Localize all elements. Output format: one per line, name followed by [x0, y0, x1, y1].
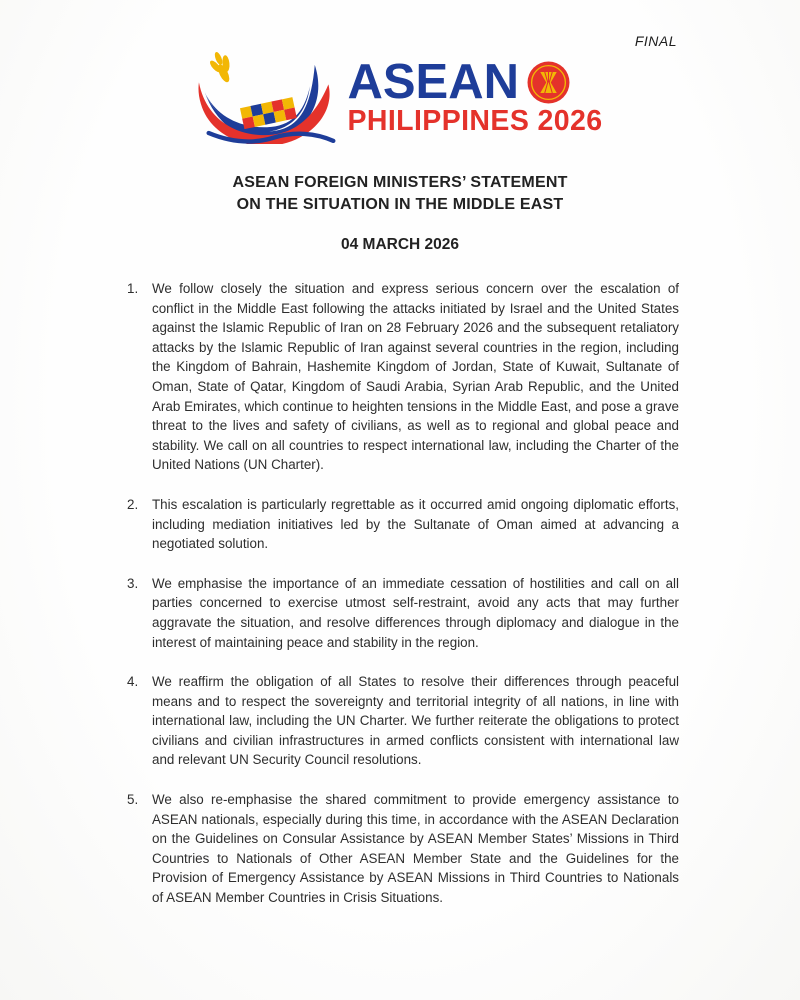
paragraph-4 — [127, 672, 679, 770]
asean-philippines-logo — [0, 52, 800, 144]
title-line-1: ASEAN FOREIGN MINISTERS’ STATEMENT — [232, 174, 568, 191]
paragraph-text: This escalation is particularly regrettable as it occurred amid ongoing diplomatic efforts, including mediation initiatives led by the Sultanate of Oman aimed at advancing a negotiated solution. — [152, 496, 679, 552]
paragraph-number: 5. — [127, 792, 139, 808]
document-date: 04 MARCH 2026 — [340, 236, 460, 253]
paragraph-number: 1. — [127, 281, 139, 296]
paragraph-1 — [127, 279, 679, 475]
logo-wordmark — [347, 55, 603, 137]
document-title — [0, 172, 800, 215]
logo-asean-text: ASEAN — [347, 55, 519, 109]
paragraph-number: 3. — [127, 575, 139, 591]
final-label: FINAL — [634, 33, 677, 49]
paragraph-number: 2. — [127, 496, 139, 512]
title-line-2: ON THE SITUATION IN THE MIDDLE EAST — [236, 195, 564, 213]
paragraph-text: We reaffirm the obligation of all States to resolve their differences through peaceful means and to respect the sovereignty and territorial integrity of all nations, in line with international law, including the UN Charter. We further reiterate the obligations to protect civilians and civilian infrastructures in armed conflicts consistent with international law and relevant UN Security Council resolutions. — [152, 674, 679, 768]
paragraph-number: 4. — [127, 674, 139, 690]
paragraph-text: We also re-emphasise the shared commitment to provide emergency assistance to ASEAN nationals, especially during this time, in accordance with the ASEAN Declaration on the Guidelines on Consular Assistance by ASEAN Member States’ Missions in Third Countries to Nationals of Other ASEAN Member State and the Guidelines for the Provision of Emergency Assistance by ASEAN Missions in Third Countries to Nationals of ASEAN Member Countries in Crisis Situations. — [152, 792, 679, 906]
logo-philippines-text: PHILIPPINES 2026 — [347, 105, 603, 137]
paragraph-text: We emphasise the importance of an immediate cessation of hostilities and call on all parties concerned to exercise utmost self-restraint, avoid any acts that may further aggravate the situation, and resolve differences through diplomacy and dialogue in the interest of maintaining peace and stability in the region. — [152, 575, 679, 650]
statement-body — [127, 279, 679, 928]
asean-emblem-icon — [526, 60, 571, 105]
paragraph-2 — [127, 495, 679, 554]
vinta-boat-icon — [197, 52, 343, 144]
paragraph-3 — [127, 574, 679, 652]
paragraph-text: We follow closely the situation and express serious concern over the escalation of conflict in the Middle East following the attacks initiated by Israel and the United States against the Islamic Republic of Iran on 28 February 2026 and the subsequent retaliatory attacks by the Islamic Republic of Iran against several countries in the region, including the Kingdom of Bahrain, Hashemite Kingdom of Jordan, State of Kuwait, Sultanate of Oman, State of Qatar, Kingdom of Saudi Arabia, Syrian Arab Republic, and the United Arab Emirates, which continue to heighten tensions in the Middle East, and pose a grave threat to the lives and safety of civilians, as well as to regional and global peace and stability. We call on all countries to respect international law, including the Charter of the United Nations (UN Charter). — [152, 281, 679, 473]
paragraph-5 — [127, 790, 679, 908]
